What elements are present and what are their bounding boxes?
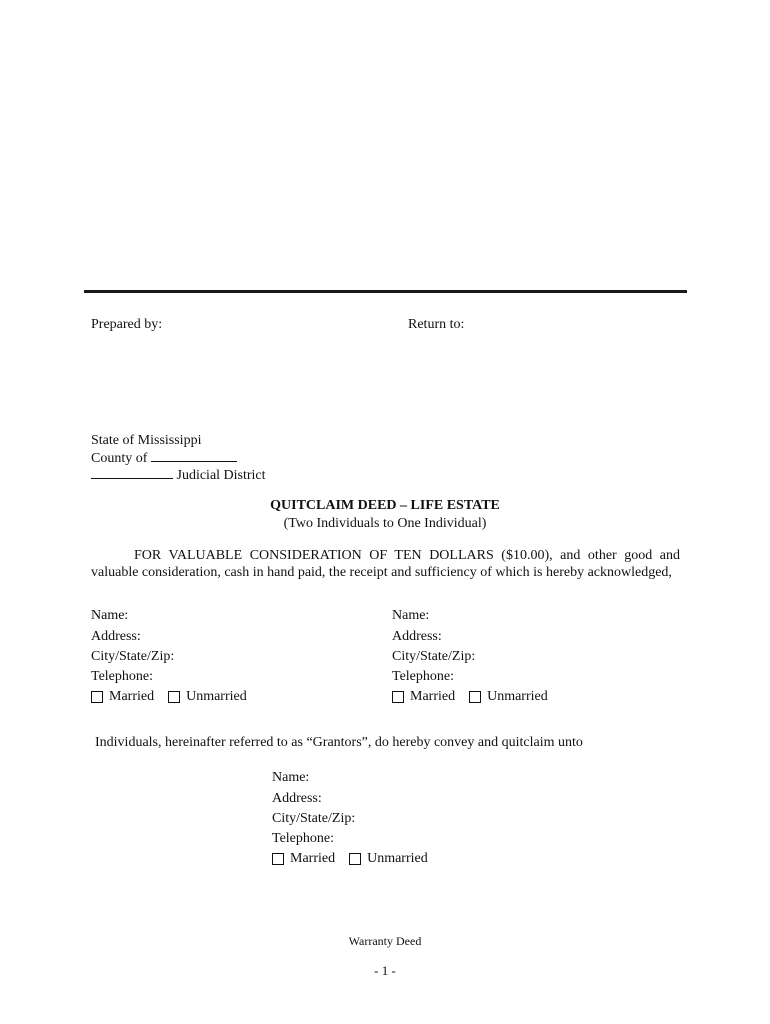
grantor-1-telephone: Telephone: (91, 669, 153, 684)
district-line (91, 466, 266, 485)
grantor-2-telephone: Telephone: (392, 669, 454, 684)
prepared-by-label: Prepared by: (91, 317, 163, 332)
grantor-2-married-checkbox[interactable] (392, 691, 404, 703)
consideration-line-1: FOR VALUABLE CONSIDERATION OF TEN DOLLARS ($10.00), and other good and (134, 548, 680, 563)
grantor-1-unmarried-label: Unmarried (186, 689, 247, 704)
grantee-address: Address: (272, 791, 322, 806)
grantee-city: City/State/Zip: (272, 811, 356, 826)
header-rule (84, 290, 687, 293)
district-blank[interactable] (91, 466, 173, 479)
conveyance-text: Individuals, hereinafter referred to as “Grantors”, do hereby convey and quitclaim unto (95, 735, 583, 750)
page-number: - 1 - (374, 963, 396, 978)
grantee-marital (272, 850, 428, 868)
state-line: State of Mississippi (91, 433, 202, 448)
district-label: Judicial District (176, 468, 266, 483)
grantee-married-label: Married (290, 851, 336, 866)
grantor-1-married-label: Married (109, 689, 155, 704)
grantor-2-unmarried-checkbox[interactable] (469, 691, 481, 703)
grantor-1-address: Address: (91, 629, 141, 644)
grantor-2-address: Address: (392, 629, 442, 644)
grantor-1-marital (91, 688, 247, 706)
grantor-2-married-label: Married (410, 689, 456, 704)
consideration-line-2: valuable consideration, cash in hand paid, the receipt and sufficiency of which is hereby acknowledged, (91, 565, 672, 580)
grantee-married-checkbox[interactable] (272, 853, 284, 865)
grantee-name: Name: (272, 770, 310, 785)
grantor-1-married-checkbox[interactable] (91, 691, 103, 703)
grantee-unmarried-label: Unmarried (367, 851, 428, 866)
footer-form-name: Warranty Deed (348, 934, 422, 948)
county-blank[interactable] (151, 449, 237, 462)
grantor-2-marital (392, 688, 548, 706)
deed-subtitle: (Two Individuals to One Individual) (283, 516, 487, 531)
deed-title: QUITCLAIM DEED – LIFE ESTATE (270, 498, 500, 513)
grantor-1-name: Name: (91, 608, 129, 623)
grantor-1-unmarried-checkbox[interactable] (168, 691, 180, 703)
grantee-unmarried-checkbox[interactable] (349, 853, 361, 865)
grantor-2-name: Name: (392, 608, 430, 623)
grantor-1-city: City/State/Zip: (91, 649, 175, 664)
county-label: County of (91, 451, 148, 466)
grantor-2-city: City/State/Zip: (392, 649, 476, 664)
grantee-telephone: Telephone: (272, 831, 334, 846)
return-to-label: Return to: (408, 317, 465, 332)
grantor-2-unmarried-label: Unmarried (487, 689, 548, 704)
